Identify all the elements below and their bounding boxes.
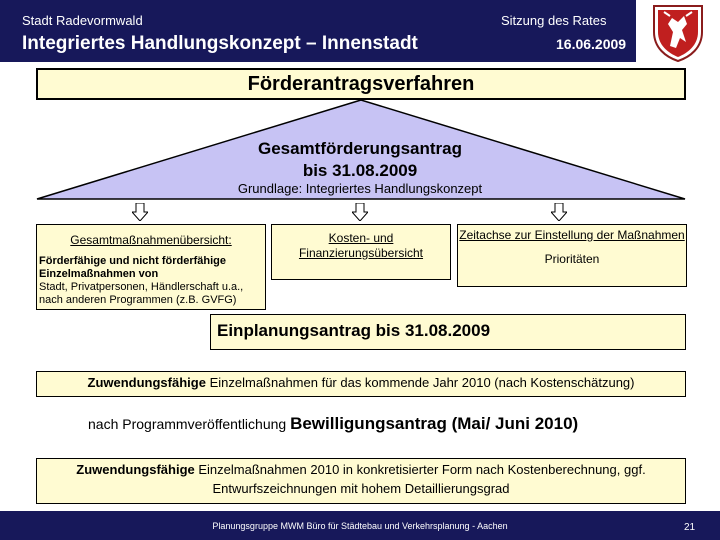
city-crest-icon [640,2,716,64]
down-arrow-icon [352,203,368,221]
program-publication-text: nach Programmveröffentlichung [88,416,287,432]
measures-sources-text: Stadt, Privatpersonen, Händlerschaft u.a., nach anderen Programmen (z.B. GVFG) [39,281,244,306]
timeline-heading: Zeitachse zur Einstellung der Maßnahmen [459,228,685,242]
overall-application-title: Gesamtförderungsantrag [257,139,463,158]
eligible-measures-band [36,371,686,397]
measures-overview-box [36,224,266,310]
priorities-text: Prioritäten [544,252,600,266]
approval-application-text: Bewilligungsantrag (Mai/ Juni 2010) [290,414,579,433]
cost-overview-box [271,224,451,280]
measures-overview-heading: Gesamtmaßnahmenübersicht: [70,233,232,247]
eligible-measures-text: Einzelmaßnahmen für das kommende Jahr 2010 (nach Kostenschätzung) [209,375,635,390]
eligible-measures-2010-text: Einzelmaßnahmen 2010 in konkretisierter Form nach Kostenberechnung, ggf. Entwurfszeichnungen mit hohem Detaillierungsgrad [198,462,646,496]
cost-overview-heading: Kosten- und Finanzierungsübersicht [298,231,424,260]
planning-application-box [210,314,686,350]
meeting-date: 16.06.2009 [556,36,627,52]
page-number: 21 [684,522,696,533]
timeline-box [457,224,687,287]
planning-application-text: Einplanungsantrag bis 31.08.2009 [217,321,491,340]
approval-application-row [88,414,578,434]
down-arrow-icon [551,203,567,221]
project-title: Integriertes Handlungskonzept – Innenstadt [22,33,418,54]
eligible-label: Zuwendungsfähige [87,375,206,390]
down-arrow-icon [132,203,148,221]
overall-application-basis: Grundlage: Integriertes Handlungskonzept [237,181,483,196]
main-title: Förderantragsverfahren [36,68,686,100]
eligible-label: Zuwendungsfähige [76,462,195,477]
organization-name: Stadt Radevormwald [22,13,143,28]
overall-application-deadline: bis 31.08.2009 [302,161,418,180]
eligible-measures-2010-band [36,458,686,506]
footer-credit: Planungsgruppe MWM Büro für Städtebau und Verkehrsplanung - Aachen [212,521,508,531]
measures-eligibility-text: Förderfähige und nicht förderfähige Einzelmaßnahmen von [39,255,227,280]
meeting-label: Sitzung des Rates [501,13,607,28]
